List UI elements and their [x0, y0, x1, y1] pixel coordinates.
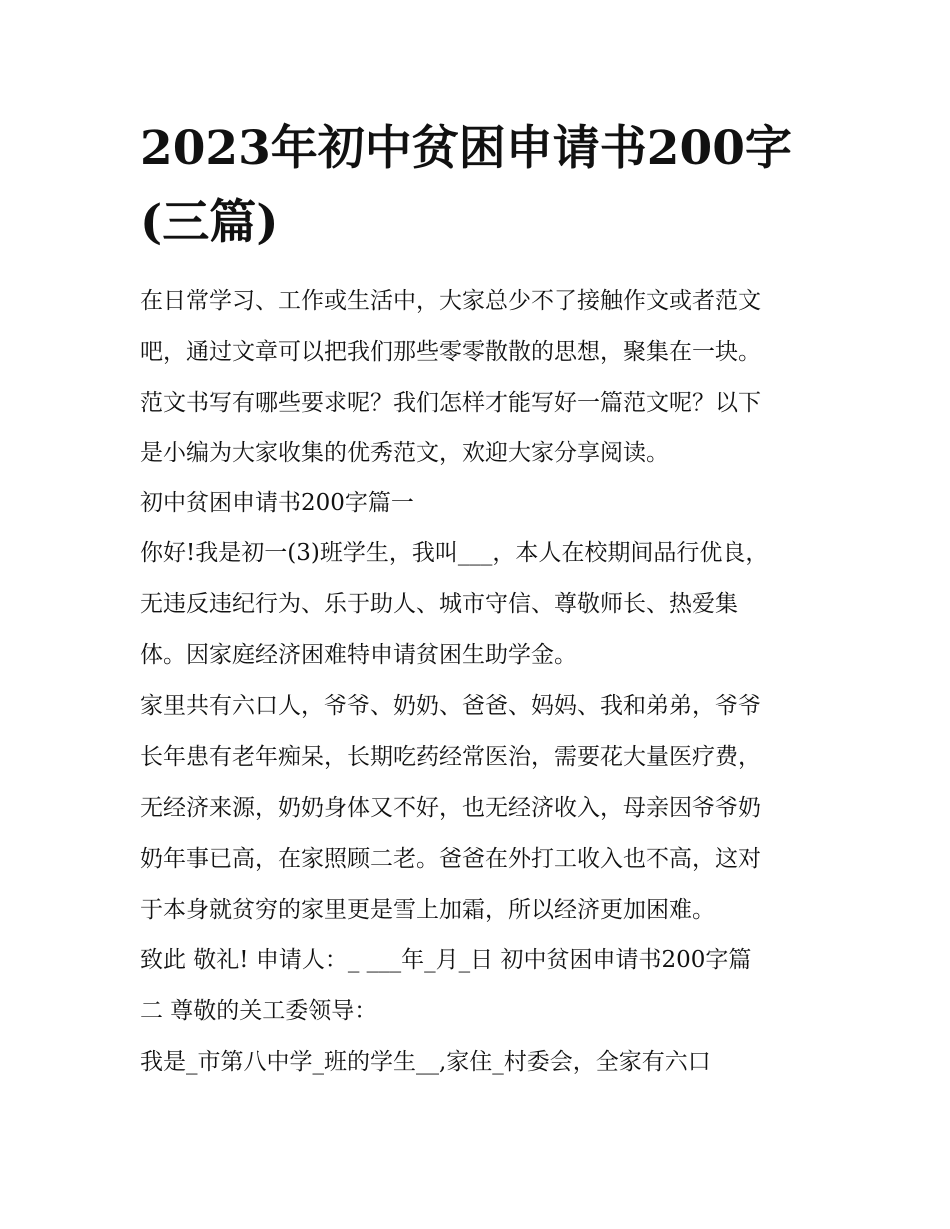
- body-line-3: 范文书写有哪些要求呢？我们怎样才能写好一篇范文呢？以下: [140, 390, 761, 416]
- body-line-16: 我是_市第八中学_班的学生__,家住_村委会，全家有六口: [140, 1049, 711, 1075]
- body-line-8: 体。因家庭经济困难特申请贫困生助学金。: [140, 642, 577, 668]
- body-line-13: 于本身就贫穷的家里更是雪上加霜，所以经济更加困难。: [140, 897, 715, 923]
- document-title: [140, 112, 820, 260]
- section-heading-1: 初中贫困申请书200字篇一: [140, 490, 414, 516]
- body-line-15: 二 尊敬的关工委领导：: [140, 998, 378, 1024]
- body-line-14: 致此 敬礼! 申请人：_ ___年_月_日 初中贫困申请书200字篇: [140, 947, 752, 973]
- body-line-12: 奶年事已高，在家照顾二老。爸爸在外打工收入也不高，这对: [140, 846, 761, 872]
- body-line-6: 你好!我是初一(3)班学生，我叫___，本人在校期间品行优良，: [140, 540, 769, 566]
- body-line-11: 无经济来源，奶奶身体又不好，也无经济收入，母亲因爷爷奶: [140, 795, 761, 821]
- title-line-2: (三篇): [140, 195, 279, 250]
- body-line-10: 长年患有老年痴呆，长期吃药经常医治，需要花大量医疗费，: [140, 744, 761, 770]
- body-line-9: 家里共有六口人，爷爷、奶奶、爸爸、妈妈、我和弟弟，爷爷: [140, 693, 761, 719]
- body-line-7: 无违反违纪行为、乐于助人、城市守信、尊敬师长、热爱集: [140, 591, 738, 617]
- body-line-4: 是小编为大家收集的优秀范文，欢迎大家分享阅读。: [140, 440, 669, 466]
- body-line-2: 吧，通过文章可以把我们那些零零散散的思想，聚集在一块。: [140, 339, 761, 365]
- body-line-1: 在日常学习、工作或生活中，大家总少不了接触作文或者范文: [140, 288, 761, 314]
- title-line-1: 2023年初中贫困申请书200字: [140, 121, 792, 176]
